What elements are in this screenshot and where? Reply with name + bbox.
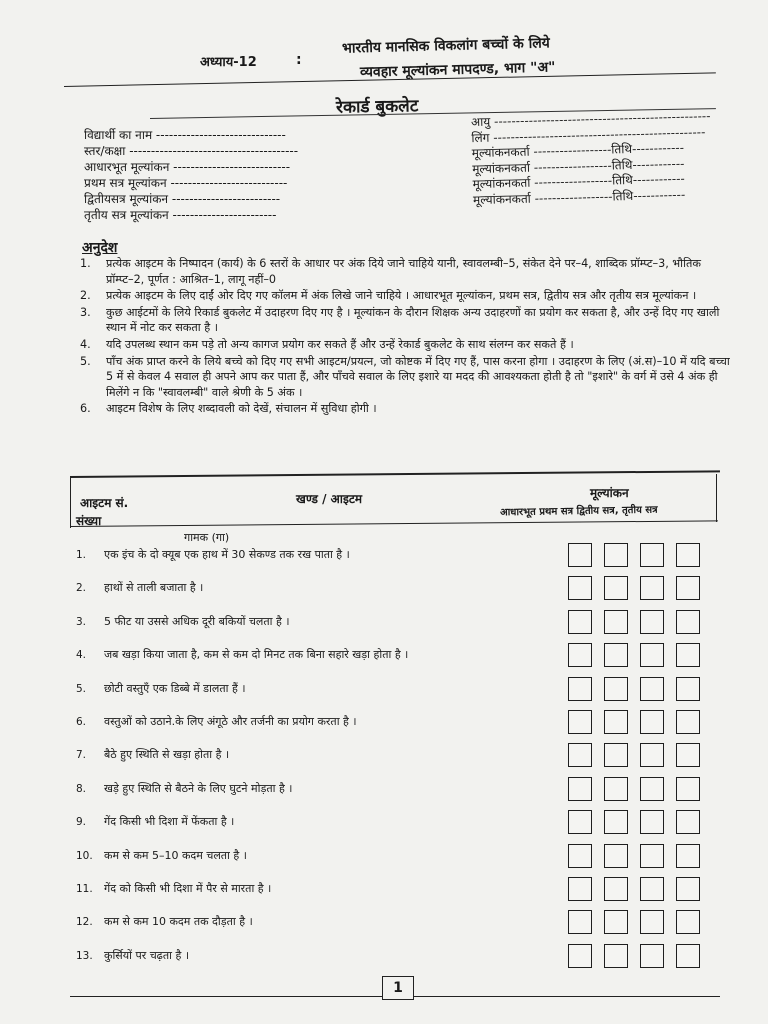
score-box-baseline[interactable] (568, 844, 592, 868)
table-row (76, 743, 716, 767)
score-box-first-term[interactable] (604, 677, 628, 701)
item-number: 11. (76, 883, 93, 895)
table-left-border (70, 478, 71, 528)
score-box-second-term[interactable] (640, 643, 664, 667)
item-text: छोटी वस्तुएँ एक डिब्बे में डालता हैं । (104, 681, 246, 695)
score-box-third-term[interactable] (676, 944, 700, 968)
score-box-first-term[interactable] (604, 710, 628, 734)
instruction-text: आइटम विशेष के लिए शब्दावली को देखें, संचालन में सुविधा होगी । (106, 402, 377, 416)
table-row (76, 677, 716, 701)
item-text: कुर्सियों पर चढ़ता है । (104, 948, 190, 962)
instruction-item (80, 337, 730, 353)
score-box-second-term[interactable] (640, 810, 664, 834)
table-row (76, 910, 716, 934)
score-box-third-term[interactable] (676, 610, 700, 634)
score-box-baseline[interactable] (568, 576, 592, 600)
score-box-baseline[interactable] (568, 877, 592, 901)
score-box-baseline[interactable] (568, 677, 592, 701)
score-boxes (568, 677, 700, 701)
chapter-label: अध्याय-12 (200, 55, 257, 70)
score-box-baseline[interactable] (568, 543, 592, 567)
field-gender: लिंग ------------------------------------------------- (471, 124, 706, 145)
score-box-baseline[interactable] (568, 777, 592, 801)
instruction-number: 4. (80, 337, 91, 351)
field-student-name: विद्यार्थी का नाम ------------------------------ (84, 128, 286, 142)
instruction-item (80, 256, 730, 287)
score-box-first-term[interactable] (604, 743, 628, 767)
instruction-item (80, 288, 730, 304)
score-box-third-term[interactable] (676, 844, 700, 868)
evaluator-fields (471, 109, 713, 208)
page-number: 1 (382, 976, 414, 1000)
score-box-first-term[interactable] (604, 610, 628, 634)
score-box-first-term[interactable] (604, 944, 628, 968)
score-box-baseline[interactable] (568, 910, 592, 934)
instructions-list (80, 256, 730, 418)
score-box-second-term[interactable] (640, 543, 664, 567)
table-row (76, 777, 716, 801)
score-box-second-term[interactable] (640, 743, 664, 767)
item-number: 4. (76, 649, 87, 662)
item-text: कम से कम 5–10 कदम चलता है । (104, 848, 247, 862)
item-text: एक इंच के दो क्यूब एक हाथ में 30 सेकण्ड तक रख पाता है । (104, 548, 350, 561)
table-row (76, 810, 716, 834)
instruction-text: यदि उपलब्ध स्थान कम पड़े तो अन्य कागज प्रयोग कर सकते हैं और उन्हें रेकार्ड बुकलेट के साथ संलग्न कर सकते हैं । (106, 337, 574, 351)
item-number: 1. (76, 549, 87, 561)
instruction-text: प्रत्येक आइटम के लिए दाईं ओर दिए गए कॉलम में अंक लिखे जाने चाहिये । आधारभूत मूल्यांकन, प्रथम सत्र, द्वितीय सत्र और तृतीय सत्र मूल्यांकन । (106, 289, 697, 303)
field-first-term-eval: प्रथम सत्र मूल्यांकन --------------------------- (84, 176, 288, 190)
header-evaluation: मूल्यांकन (590, 486, 629, 500)
score-box-second-term[interactable] (640, 777, 664, 801)
item-text: खड़े हुए स्थिति से बैठने के लिए घुटने मोड़ता है । (104, 781, 293, 795)
item-number: 3. (76, 615, 87, 628)
score-boxes (568, 844, 700, 868)
table-right-border (716, 474, 717, 522)
score-box-third-term[interactable] (676, 643, 700, 667)
table-row (76, 543, 716, 567)
score-box-third-term[interactable] (676, 910, 700, 934)
field-evaluator-1: मूल्यांकनकर्ता ------------------तिथि------------ (471, 140, 685, 161)
score-box-first-term[interactable] (604, 844, 628, 868)
instruction-item (80, 401, 730, 417)
table-row (76, 576, 716, 600)
score-boxes (568, 576, 700, 600)
item-text: वस्तुओं को उठाने.के लिए अंगूठे और तर्जनी का प्रयोग करता है । (104, 715, 357, 728)
score-box-baseline[interactable] (568, 743, 592, 767)
instructions-heading: अनुदेश (82, 240, 118, 256)
header-phases: आधारभूत प्रथम सत्र द्वितीय सत्र, तृतीय सत्र (499, 504, 658, 519)
score-box-third-term[interactable] (676, 877, 700, 901)
score-box-third-term[interactable] (676, 677, 700, 701)
score-boxes (568, 643, 700, 667)
score-box-first-term[interactable] (604, 543, 628, 567)
field-evaluator-2: मूल्यांकनकर्ता ------------------तिथि------------ (472, 156, 685, 176)
table-row (76, 643, 716, 667)
score-box-third-term[interactable] (676, 576, 700, 600)
score-boxes (568, 877, 700, 901)
instruction-text: प्रत्येक आइटम के निष्पादन (कार्य) के 6 स्तरों के आधार पर अंक दिये जाने चाहिये यानी, स्वावलम्बी–5, संकेत देने पर–4, शाब्दिक प्रॉम्प्ट–3, भौतिक प्रॉम्प्ट–2, पूर्णत : आश्रित–1, लागू नहीं–0 (106, 257, 701, 286)
score-box-second-term[interactable] (640, 910, 664, 934)
header-section-item: खण्ड / आइटम (296, 492, 363, 506)
student-fields (84, 127, 298, 223)
score-box-baseline[interactable] (568, 643, 592, 667)
table-row (76, 844, 716, 868)
booklet-title: रेकार्ड बुकलेट (335, 96, 419, 118)
field-third-term-eval: तृतीय सत्र मूल्यांकन ------------------------ (84, 208, 277, 222)
item-number: 13. (76, 949, 93, 962)
score-box-first-term[interactable] (604, 777, 628, 801)
score-box-baseline[interactable] (568, 610, 592, 634)
score-boxes (568, 710, 700, 734)
item-text: जब खड़ा किया जाता है, कम से कम दो मिनट तक बिना सहारे खड़ा होता है । (104, 648, 409, 662)
item-number: 6. (76, 716, 87, 728)
title-line-2: व्यवहार मूल्यांकन मापदण्ड, भाग "अ" (359, 59, 556, 81)
score-box-first-term[interactable] (604, 576, 628, 600)
score-boxes (568, 810, 700, 834)
score-box-second-term[interactable] (640, 844, 664, 868)
score-box-second-term[interactable] (640, 677, 664, 701)
item-number: 5. (76, 682, 87, 695)
table-top-border (70, 470, 720, 478)
score-boxes (568, 944, 700, 968)
score-box-third-term[interactable] (676, 710, 700, 734)
score-box-second-term[interactable] (640, 610, 664, 634)
instruction-number: 2. (80, 289, 91, 303)
title-line-1: भारतीय मानसिक विकलांग बच्चों के लिये (341, 35, 551, 57)
score-box-first-term[interactable] (604, 643, 628, 667)
score-boxes (568, 743, 700, 767)
item-number: 2. (76, 582, 87, 595)
score-box-second-term[interactable] (640, 877, 664, 901)
score-box-third-term[interactable] (676, 777, 700, 801)
field-age: आयु -------------------------------------------------- (470, 108, 711, 130)
score-box-second-term[interactable] (640, 576, 664, 600)
score-box-third-term[interactable] (676, 543, 700, 567)
instruction-number: 3. (80, 305, 91, 319)
score-box-second-term[interactable] (640, 710, 664, 734)
item-text: गेंद किसी भी दिशा में फेंकता है । (104, 815, 235, 829)
item-text: हाथों से ताली बजाता है । (104, 581, 204, 595)
item-text: बैठे हुए स्थिति से खड़ा होता है । (104, 748, 230, 762)
instruction-number: 6. (80, 402, 91, 416)
table-row (76, 710, 716, 734)
item-text: कम से कम 10 कदम तक दौड़ता है । (104, 915, 253, 929)
item-text: 5 फीट या उससे अधिक दूरी बकियों चलता है । (104, 614, 290, 628)
score-boxes (568, 777, 700, 801)
table-row (76, 877, 716, 901)
table-row (76, 944, 716, 968)
item-number: 8. (76, 782, 87, 795)
instruction-item (80, 305, 730, 336)
score-box-first-term[interactable] (604, 877, 628, 901)
field-evaluator-4: मूल्यांकनकर्ता ------------------तिथि------------ (472, 187, 686, 207)
header-colon: : (296, 52, 302, 68)
score-box-third-term[interactable] (676, 743, 700, 767)
score-box-first-term[interactable] (604, 810, 628, 834)
instruction-number: 1. (80, 257, 91, 270)
field-baseline-eval: आधारभूत मूल्यांकन --------------------------- (84, 160, 291, 174)
instruction-number: 5. (80, 354, 91, 368)
table-row (76, 610, 716, 634)
score-box-baseline[interactable] (568, 944, 592, 968)
score-boxes (568, 543, 700, 567)
section-label-motor: गामक (गा) (184, 531, 230, 544)
field-evaluator-3: मूल्यांकनकर्ता ------------------तिथि------------ (472, 171, 685, 192)
score-box-baseline[interactable] (568, 810, 592, 834)
item-number: 10. (76, 849, 93, 862)
score-box-baseline[interactable] (568, 710, 592, 734)
field-second-term-eval: द्वितीयसत्र मूल्यांकन ------------------------- (84, 192, 281, 206)
header-item-no: आइटम सं. (80, 496, 129, 510)
item-text: गेंद को किसी भी दिशा में पैर से मारता है । (104, 882, 272, 895)
score-box-third-term[interactable] (676, 810, 700, 834)
instruction-text: पाँच अंक प्राप्त करने के लिये बच्चे को दिए गए सभी आइटम/प्रयत्न, जो कोष्टक में दिए गए हैं, पास करना होगा । उदाहरण के लिए (अं.स)–10 में यदि बच्चा 5 में से केवल 4 सवाल ही अपने आप कर पाता हैं, और पाँचवे सवाल के लिए इशारे या मदद की आवश्यकता होती है तो "इशारे" के वर्ग में उसे 4 अंक ही मिलेंगे न कि "स्वावलम्बी" वाले श्रेणी के 5 अंक । (106, 354, 730, 399)
score-boxes (568, 910, 700, 934)
instruction-text: कुछ आईटमों के लिये रिकार्ड बुकलेट में उदाहरण दिए गए है । मूल्यांकन के दौरान शिक्षक अन्य उदाहरणों का प्रयोग कर सकता है, और उन्हें दिए गए खाली स्थान में नोट कर सकता है । (106, 305, 720, 335)
score-box-second-term[interactable] (640, 944, 664, 968)
item-number: 12. (76, 916, 93, 929)
item-number: 9. (76, 816, 87, 829)
score-boxes (568, 610, 700, 634)
field-level-class: स्तर/कक्षा --------------------------------------- (84, 144, 299, 158)
instruction-item (80, 354, 730, 401)
header-number: संख्या (76, 514, 102, 528)
table-header-bottom-border (70, 520, 718, 527)
score-box-first-term[interactable] (604, 910, 628, 934)
item-number: 7. (76, 749, 87, 762)
